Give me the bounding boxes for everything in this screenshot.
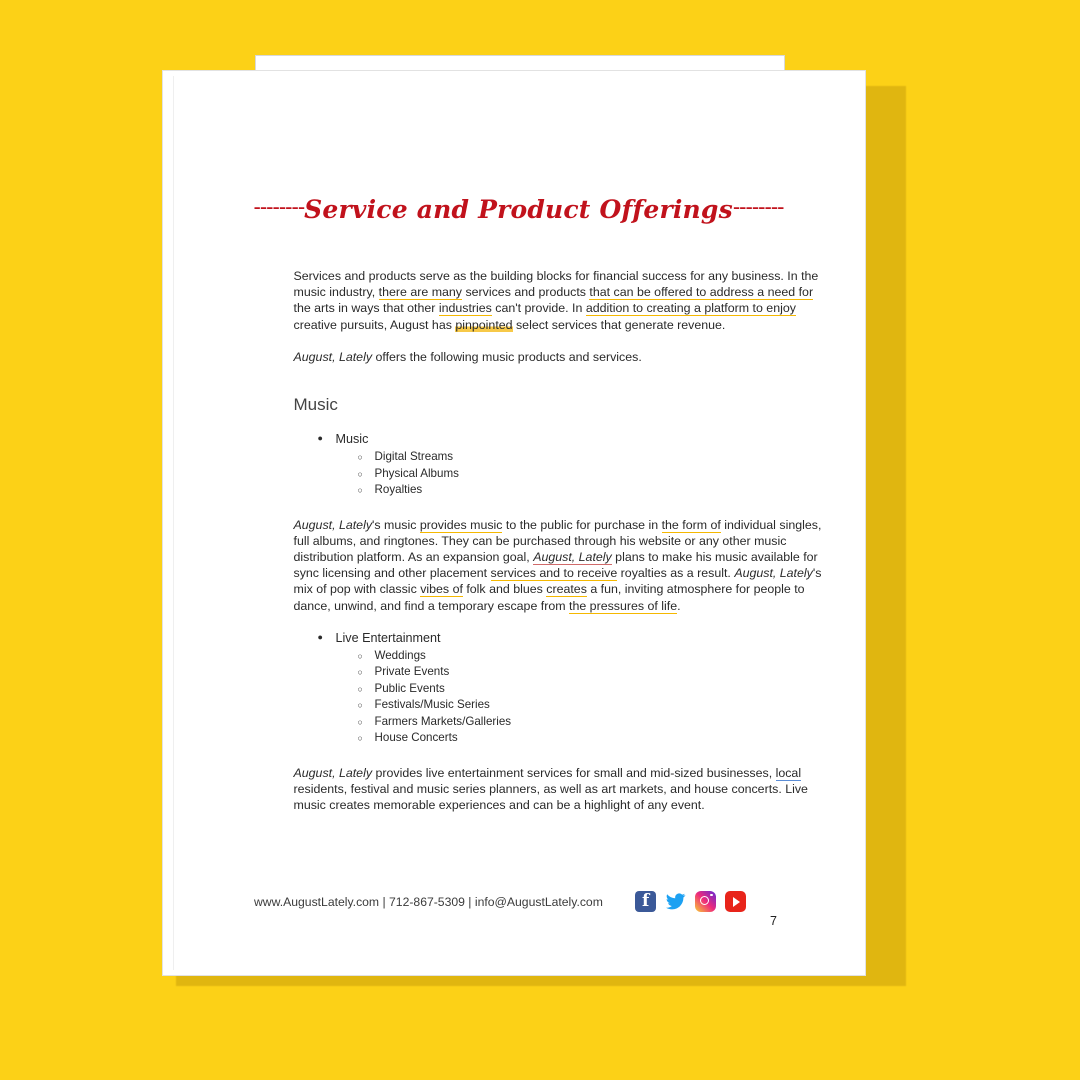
document-page [162,70,866,976]
title-text: Service and Product Offerings [304,195,733,224]
text-run: 's mix of pop with classic [293,566,822,597]
highlighted-text: the form of [661,517,721,532]
highlighted-text: provides music [419,517,503,532]
music-sublist [336,449,824,499]
text-run: offers the following music products and services. [372,349,642,364]
document-body [214,268,824,813]
text-run: can't provide. In [491,301,586,316]
live-entertainment-sublist [336,648,824,747]
title-dash-right: -------- [732,194,784,219]
list-item: ○ Public Events [358,681,824,698]
text-run: royalties as a result. [617,566,735,581]
brand-name: August, Lately [293,517,373,532]
twitter-icon[interactable] [665,891,686,912]
list-item: ○ Digital Streams [358,449,824,466]
highlighted-text: creates [546,582,587,597]
text-run: individual singles, full albums, and ringtones. They can be purchased through his website or any other music distribution platform. As an expansion goal, [293,517,822,564]
highlighted-text: industries [438,301,492,316]
text-run: 's music [372,517,420,532]
social-icon-row [635,891,746,912]
document-footer [174,891,863,912]
list-item: ○ Private Events [358,664,824,681]
list-item: ○ House Concerts [358,730,824,747]
brand-name: August, Lately [533,549,612,564]
list-item: ○ Physical Albums [358,466,824,483]
text-run: residents, festival and music series planners, as well as art markets, and house concerts. Live music creates memorable experiences and can be a highlight of any event. [293,781,808,813]
text-run: Services and products serve as the building blocks for financial success for any business. In the music industry, [293,269,819,300]
text-run: creative pursuits, August has [293,317,456,332]
youtube-icon[interactable] [725,891,746,912]
music-list [294,431,824,499]
brand-name: August, Lately [293,349,373,364]
live-entertainment-paragraph [294,765,824,814]
text-run: services and products [462,285,590,300]
list-item: ○ Festivals/Music Series [358,697,824,714]
text-run: a fun, inviting atmosphere for people to dance, unwind, and find a temporary escape from [293,582,805,613]
text-run: to the public for purchase in [502,517,662,532]
highlighted-text: vibes of [420,582,463,597]
title-dash-left: -------- [253,194,305,219]
page-content-area [173,76,863,970]
text-run: the arts in ways that other [293,301,439,316]
live-entertainment-list [294,630,824,747]
intro-paragraph-1 [294,268,824,333]
highlighted-text: addition to creating a platform [585,301,753,316]
list-item: ○ Weddings [358,648,824,665]
section-heading-music: Music [293,395,338,415]
text-run: folk and blues [462,582,547,597]
highlighted-text: that can be offered to address a need for [589,285,814,300]
highlighted-text: local [775,765,802,780]
highlighted-text: services and to receive [490,566,618,581]
instagram-icon[interactable] [695,891,716,912]
list-item [318,431,824,499]
list-item: ○ Farmers Markets/Galleries [358,714,824,731]
highlighted-text: to enjoy [752,301,796,316]
text-run: plans to make his music available for sync licensing and other placement [293,549,818,581]
brand-name: August, Lately [293,765,373,780]
highlighted-text: pinpointed [455,317,513,332]
text-run: . [677,598,681,613]
highlighted-text: the pressures of life [569,598,678,613]
facebook-icon[interactable] [635,891,656,912]
intro-paragraph-2 [294,349,824,365]
text-run: provides live entertainment services for small and mid-sized businesses, [372,765,776,780]
page-number: 7 [770,914,777,928]
page-title [174,194,863,224]
list-item-label: Live Entertainment [335,630,441,645]
footer-contact: www.AugustLately.com | 712-867-5309 | info@AugustLately.com [254,894,603,909]
list-item [318,630,824,747]
list-item-label: Music [335,432,369,447]
highlighted-text: there are many [378,285,462,300]
text-run: select services that generate revenue. [512,317,726,332]
music-paragraph [294,517,824,614]
list-item: ○ Royalties [358,482,824,499]
brand-name: August, Lately [734,566,813,581]
